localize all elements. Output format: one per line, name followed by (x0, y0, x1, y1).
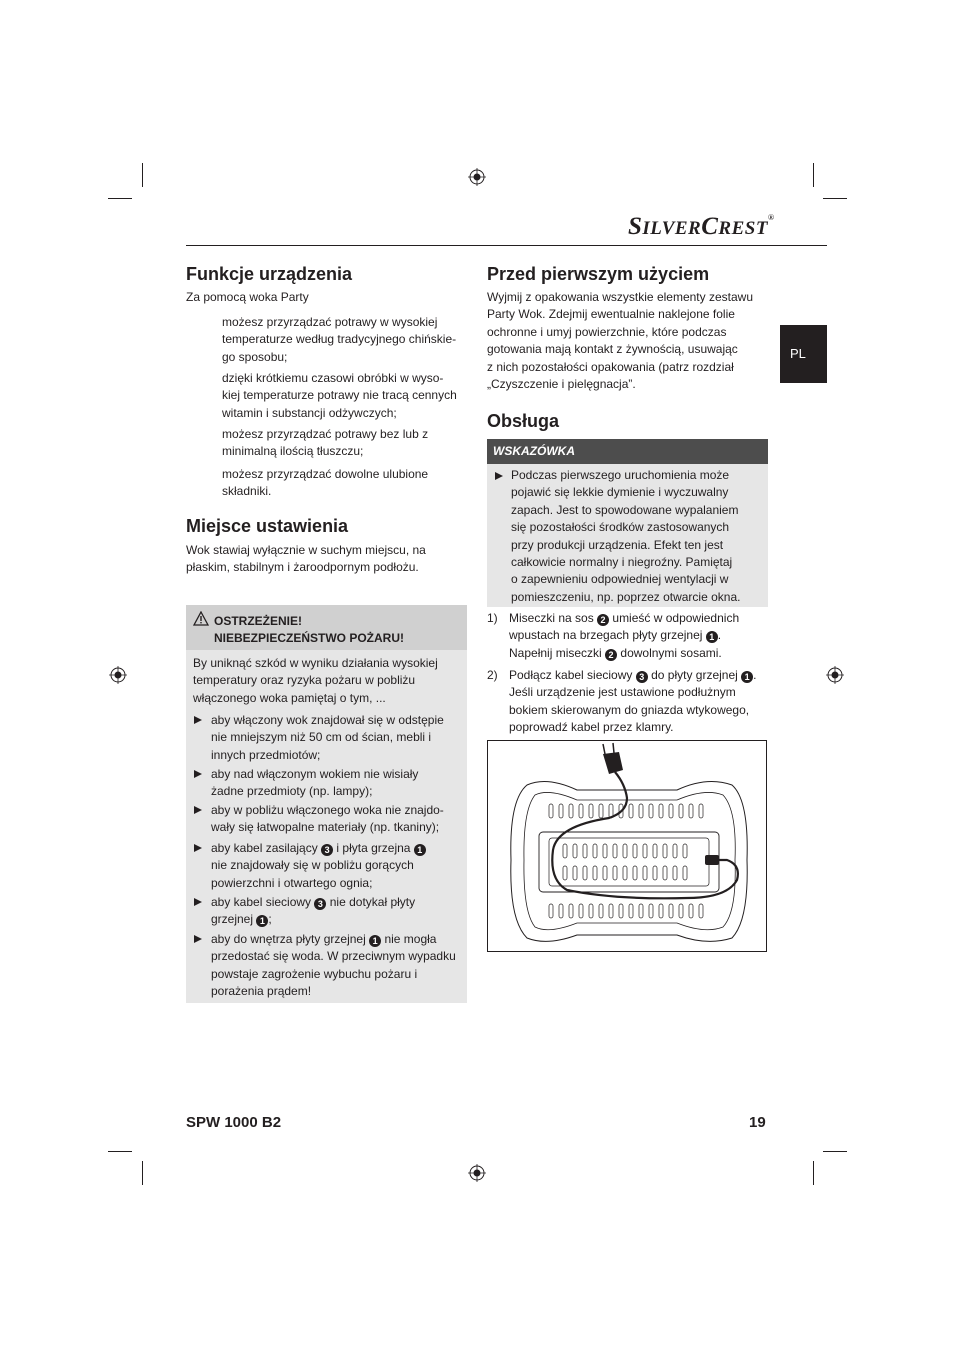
bullet-arrow-icon (194, 770, 202, 778)
ref-number-1: 1 (256, 915, 268, 927)
ref-number-1: 1 (706, 631, 718, 643)
warning-item: aby w pobliżu włączonego woka nie znajdo- wały się łatwopalne materiały (np. tkaniny); (211, 803, 444, 835)
registration-mark-icon (826, 666, 844, 684)
step-number: 1) (487, 611, 498, 625)
functions-item: możesz przyrządzać potrawy w wysokiej temperaturze według tradycyjnego chińskie- go sposobu; (222, 315, 457, 364)
bullet-arrow-icon (495, 472, 503, 480)
ref-number-1: 1 (369, 935, 381, 947)
warning-intro: By uniknąć szkód w wyniku działania wysokiej temperatury oraz ryzyka pożaru w pobliżu włączonego woka pamiętaj o tym, ... (193, 656, 438, 705)
warning-item: aby nad włączonym wokiem nie wisiały żadne przedmioty (np. lampy); (211, 767, 419, 799)
step-2: Podłącz kabel sieciowy 3 do płyty grzejnej 1 . Jeśli urządzenie jest ustawione podłużnym bokiem skierowanym do gniazda wtykowego, poprowadź kabel przez klamry. (509, 668, 757, 735)
crop-mark (823, 198, 847, 199)
language-tab: PL (780, 325, 827, 383)
step-number: 2) (487, 668, 498, 682)
ref-number-2: 2 (597, 614, 609, 626)
step-1: Miseczki na sos 2 umieść w odpowiednich wpustach na brzegach płyty grzejnej 1 . Napełnij miseczki 2 dowolnymi sosami. (509, 611, 740, 660)
warning-item: aby kabel sieciowy 3 nie dotykał płyty grzejnej 1 ; (211, 895, 416, 927)
ref-number-3: 3 (321, 844, 333, 856)
crop-mark (813, 1161, 814, 1185)
model-number: SPW 1000 B2 (186, 1114, 282, 1131)
note-title: WSKAZÓWKA (493, 444, 575, 458)
warning-title: OSTRZEŻENIE! NIEBEZPIECZEŃSTWO POŻARU! (214, 614, 405, 645)
crop-mark (108, 198, 132, 199)
warning-triangle-icon (193, 611, 209, 626)
ref-number-1: 1 (414, 844, 426, 856)
location-text: Wok stawiaj wyłącznie w suchym miejscu, na płaskim, stabilnym i żaroodpornym podłożu. (186, 543, 426, 575)
bullet-arrow-icon (194, 844, 202, 852)
bullet-arrow-icon (194, 806, 202, 814)
registration-mark-icon (468, 168, 486, 186)
page-number: 19 (749, 1114, 766, 1131)
warning-item: aby kabel zasilający 3 i płyta grzejna 1 nie znajdowały się w pobliżu gorących powierzchni i otwartego ognia; (211, 840, 426, 892)
crop-mark (823, 1151, 847, 1152)
bullet-arrow-icon (194, 716, 202, 724)
ref-number-3: 3 (314, 898, 326, 910)
heating-plate-illustration (487, 740, 767, 952)
warning-item: aby włączony wok znajdował się w odstępie nie mniejszym niż 50 cm od ścian, mebli i innych przedmiotów; (211, 713, 444, 762)
functions-intro: Za pomocą woka Party (186, 290, 309, 304)
heading-functions: Funkcje urządzenia (186, 264, 353, 284)
ref-number-2: 2 (605, 649, 617, 661)
crop-mark (142, 163, 143, 187)
bullet-arrow-icon (194, 935, 202, 943)
warning-item: aby do wnętrza płyty grzejnej 1 nie mogła przedostać się woda. W przeciwnym wypadku powstaje zagrożenie wybuchu pożaru i porażenia prądem! (211, 932, 456, 999)
registration-mark-icon (468, 1164, 486, 1182)
header-rule (186, 245, 827, 246)
crop-mark (142, 1161, 143, 1185)
crop-mark (108, 1151, 132, 1152)
heading-before-first-use: Przed pierwszym użyciem (487, 264, 710, 284)
ref-number-3: 3 (636, 671, 648, 683)
before-text: Wyjmij z opakowania wszystkie elementy zestawu Party Wok. Zdejmij ewentualnie naklejone folie ochronne i umyj powierzchnie, które podczas gotowania mają kontakt z żywnością, usuwając z nich pozostałości opakowania (patrz rozdział „Czyszczenie i pielęgnacja”. (487, 290, 753, 392)
note-text: Podczas pierwszego uruchomienia może pojawić się lekkie dymienie i wyczuwalny zapach. Jest to spowodowane wypalaniem się pozostałości środków zastosowanych przy produkcji urządzenia. Efekt ten jest całkowicie normalny i niegroźny. Pamiętaj o zapewnieniu odpowiedniej wentylacji w pomieszczeniu, np. poprzez otwarcie okna. (511, 468, 741, 604)
brand-logo: SILVERCREST® (628, 213, 775, 240)
functions-item: możesz przyrządzać dowolne ulubione składniki. (222, 467, 429, 499)
registration-mark-icon (109, 666, 127, 684)
functions-item: dzięki krótkiemu czasowi obróbki w wyso- kiej temperaturze potrawy nie tracą cennych witamin i substancji odżywczych; (222, 371, 457, 420)
bullet-arrow-icon (194, 898, 202, 906)
ref-number-1: 1 (741, 671, 753, 683)
functions-item: możesz przyrządzać potrawy bez lub z minimalną ilością tłuszczu; (222, 427, 429, 459)
heading-operation: Obsługa (487, 411, 560, 431)
heading-location: Miejsce ustawienia (186, 516, 349, 536)
crop-mark (813, 163, 814, 187)
